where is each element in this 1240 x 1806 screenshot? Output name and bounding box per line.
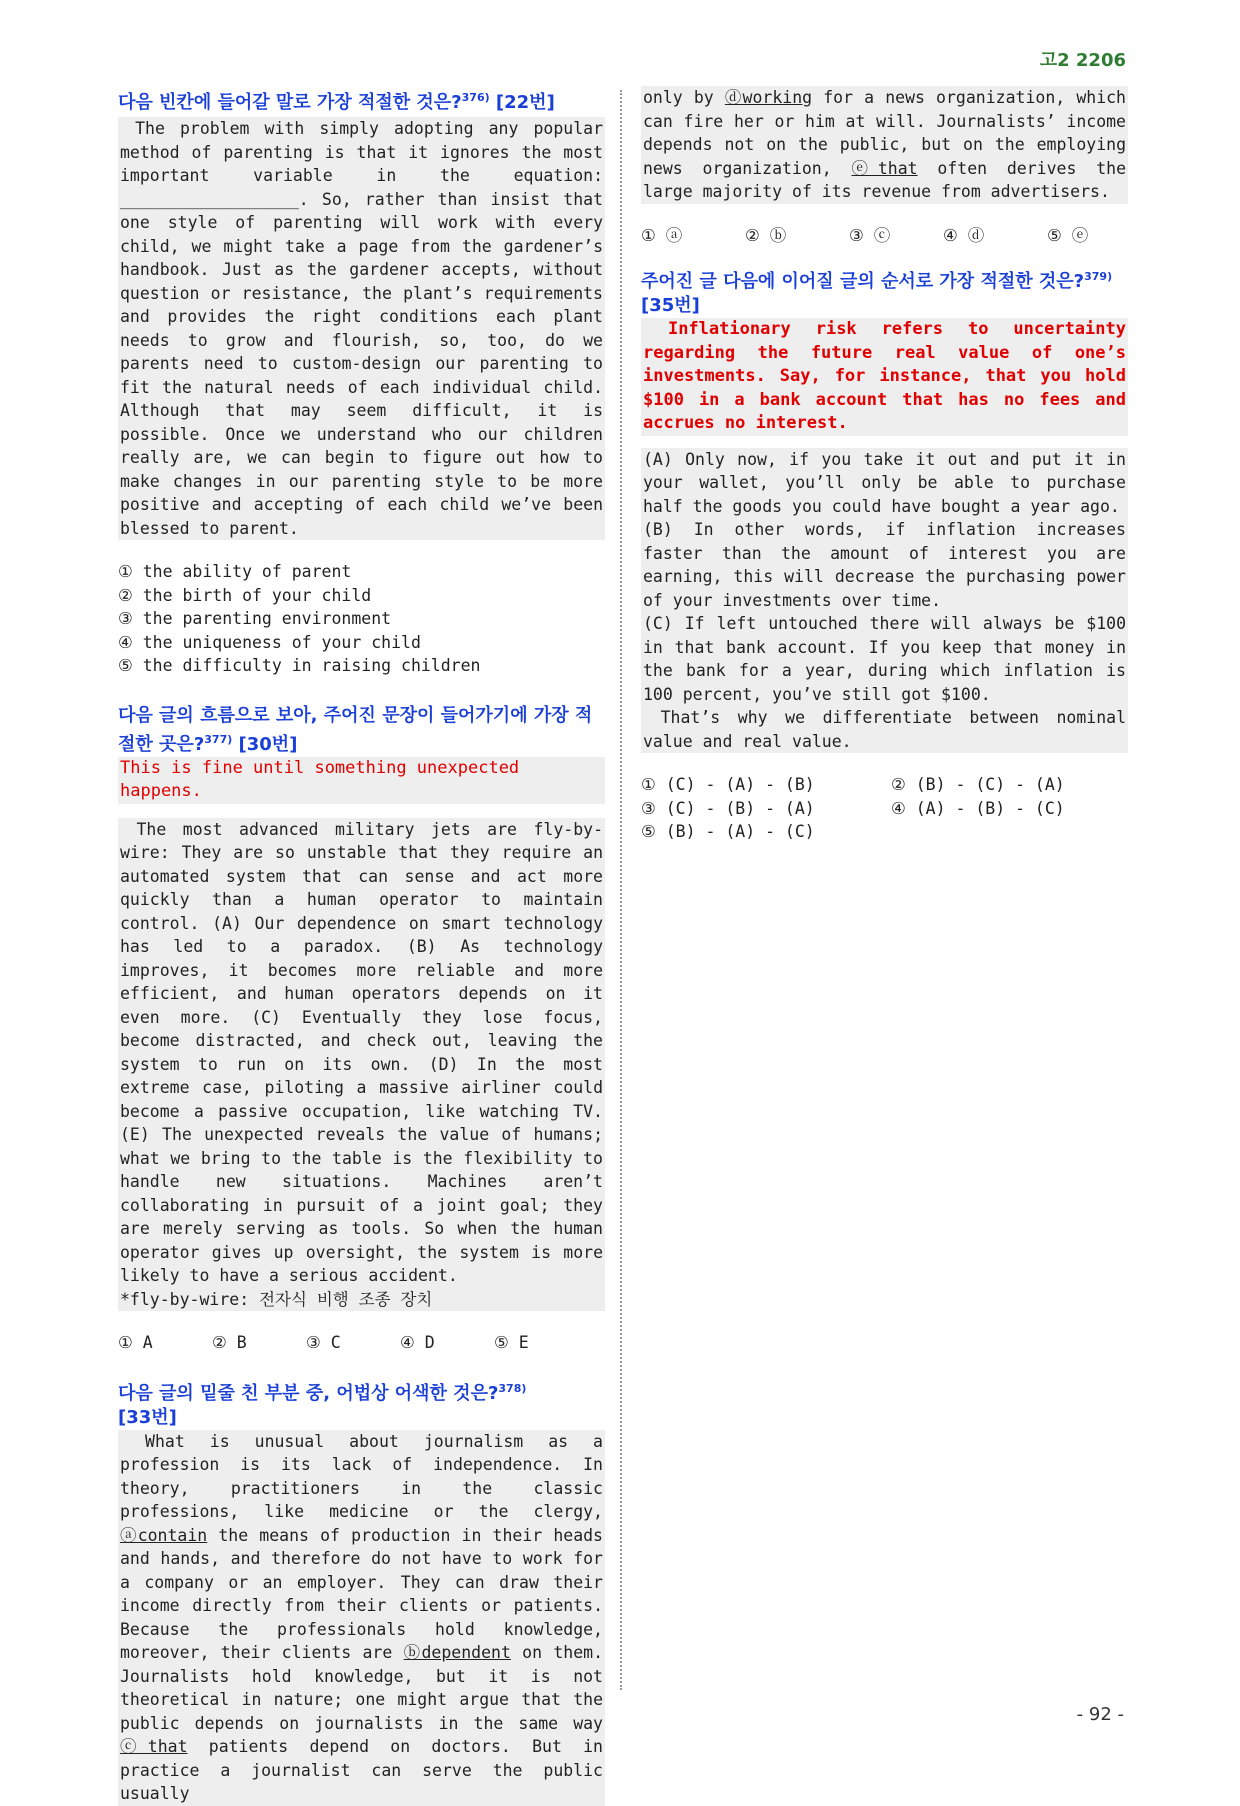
q378-underline-d: ⓓworking xyxy=(724,88,813,107)
page-number: - 92 - xyxy=(1076,1704,1124,1725)
q377-given-sentence: This is fine until something unexpected happens. xyxy=(118,757,605,804)
q378-option-2[interactable]: ② ⓑ xyxy=(745,225,787,245)
q376-option-2[interactable]: ② the birth of your child xyxy=(118,585,372,605)
question-378-title xyxy=(118,1377,605,1430)
right-column xyxy=(641,86,1128,844)
q378-options xyxy=(641,224,1128,248)
q378-text-1: What is unusual about journalism as a profession is its lack of independence. In theory, practitioners in the classic professions, like medicine or the clergy, xyxy=(120,1431,603,1521)
q376-passage xyxy=(118,117,605,540)
q379-paragraph-a: (A) Only now, if you take it out and put it in your wallet, you’ll only be able to purchase half the goods you could have bought a year ago. xyxy=(643,449,1126,516)
q378-underline-c: ⓒthat xyxy=(120,1737,188,1756)
q377-option-5[interactable]: ⑤ E xyxy=(494,1333,529,1352)
q376-option-5[interactable]: ⑤ the difficulty in raising children xyxy=(118,656,481,675)
q378-text-5: only by xyxy=(643,88,725,107)
q377-options xyxy=(118,1331,605,1355)
q378-option-3[interactable]: ③ ⓒ xyxy=(849,225,891,245)
q379-paragraph-b: (B) In other words, if inflation increases faster than the amount of interest you are earning, this will decrease the purchasing power of your investments over time. xyxy=(643,520,1126,610)
q377-option-3[interactable]: ③ C xyxy=(306,1333,341,1352)
q378-option-4[interactable]: ④ ⓓ xyxy=(943,225,985,245)
q377-number: 377) xyxy=(204,732,233,746)
q379-given-text: Inflationary risk refers to uncertainty regarding the future real value of one’s investments. Say, for instance, that you hold $100 in a bank account that has no fees and accrues no interest. xyxy=(643,319,1126,433)
q378-tag: [33번] xyxy=(118,1406,177,1428)
q379-closing-line: That’s why we differentiate between nominal value and real value. xyxy=(643,708,1127,751)
q378-text-4: patients depend on doctors. But in practice a journalist can serve the public usually xyxy=(120,1737,603,1803)
q376-number: 376) xyxy=(461,91,490,104)
q378-text-7: often derives the large majority of its revenue from advertisers. xyxy=(643,158,1126,201)
q376-option-1[interactable]: ① the ability of parent xyxy=(118,562,352,581)
question-376-title xyxy=(118,86,605,115)
q377-option-1[interactable]: ① A xyxy=(118,1333,153,1352)
q377-option-2[interactable]: ② B xyxy=(212,1333,247,1352)
q377-tag: [30번] xyxy=(232,733,298,755)
q378-option-1[interactable]: ① ⓐ xyxy=(641,225,683,245)
q378-text-2: the means of production in their heads and hands, and therefore do not have to work for a company or an employer. They can draw their income directly from their clients or patients. Because the professionals hold knowledge, moreover, their clients are xyxy=(120,1525,603,1662)
q376-tag: [22번] xyxy=(489,92,555,113)
q378-underline-b: ⓑdependent xyxy=(403,1643,511,1662)
column-divider xyxy=(620,90,622,1690)
q378-number: 378) xyxy=(498,1381,527,1395)
q376-title-text: 다음 빈칸에 들어갈 말로 가장 적절한 것은? xyxy=(118,92,462,113)
q379-options xyxy=(641,773,1128,844)
q379-option-3[interactable]: ③ (C) - (B) - (A) xyxy=(641,798,815,818)
q378-text-6: for a news organization, which can fire her or him at will. Journalists’ income depends not on the public, but on the employing news organization, xyxy=(643,88,1126,178)
q379-option-5[interactable]: ⑤ (B) - (A) - (C) xyxy=(641,822,815,841)
q377-title-text: 다음 글의 흐름으로 보아, 주어진 문장이 들어가기에 가장 적절한 곳은? xyxy=(118,704,593,755)
q377-footnote: *fly-by-wire: 전자식 비행 조종 장치 xyxy=(120,1289,433,1309)
q379-passage xyxy=(641,448,1128,754)
q378-underline-a: ⓐcontain xyxy=(120,1525,208,1545)
question-377-title xyxy=(118,704,605,757)
q378-passage-part2 xyxy=(641,86,1128,204)
q377-passage xyxy=(118,818,605,1312)
q376-option-4[interactable]: ④ the uniqueness of your child xyxy=(118,632,421,652)
q378-passage-part1 xyxy=(118,1430,605,1806)
q378-option-5[interactable]: ⑤ ⓔ xyxy=(1047,225,1089,245)
q378-underline-e: ⓔthat xyxy=(851,158,918,178)
question-379-title xyxy=(641,265,1128,318)
q379-title-text: 주어진 글 다음에 이어질 글의 순서로 가장 적절한 것은? xyxy=(641,271,1085,292)
q377-passage-text: The most advanced military jets are fly-by-wire: They are so unstable that they require an automated system that can sense and act more quickly than a human operator to maintain control. (A) Our dependence on smart technology has led to a paradox. (B) As technology improves, it becomes more reliable and more efficient, and human operators depends on it even more. (C) Eventually they lose focus, become distracted, and check out, leaving the system to run on its own. (D) In the most extreme case, piloting a massive airliner could become a passive occupation, like watching TV. (E) The unexpected reveals the value of humans; what we bring to the table is the flexibility to handle new situations. Machines aren’t collaborating in pursuit of a joint goal; they are merely serving as tools. So when the human operator gives up oversight, the system is more likely to have a serious accident. xyxy=(120,819,604,1285)
q376-options xyxy=(118,560,605,678)
q378-title-text: 다음 글의 밑줄 친 부분 중, 어법상 어색한 것은? xyxy=(118,1382,499,1404)
q376-passage-text: The problem with simply adopting any popular method of parenting is that it ignores the most important variable in the equation: __________________. So, rather than insist that one style of parenting will work with every child, we might take a page from the gardener’s handbook. Just as the gardener accepts, without question or resistance, the plant’s requirements and provides the right conditions each plant needs to grow and flourish, so, too, do we parents need to custom-design our parenting to fit the natural needs of each individual child. Although that may seem difficult, it is possible. Once we understand who our children really are, we can begin to figure out how to make changes in our parenting style to be more positive and accepting of each child we’ve been blessed to parent. xyxy=(120,119,603,538)
q379-given-passage xyxy=(641,318,1128,436)
q379-tag: [35번] xyxy=(641,295,700,316)
q379-paragraph-c: (C) If left untouched there will always be $100 in that bank account. If you keep that money in the bank for a year, during which inflation is 100 percent, you’ve still got $100. xyxy=(643,614,1126,704)
left-column xyxy=(118,86,605,1806)
exam-code: 고2 2206 xyxy=(1039,50,1126,71)
q377-option-4[interactable]: ④ D xyxy=(400,1333,435,1352)
q376-option-3[interactable]: ③ the parenting environment xyxy=(118,609,392,628)
q379-number: 379) xyxy=(1084,270,1113,283)
q379-option-1[interactable]: ① (C) - (A) - (B) xyxy=(641,775,815,794)
q379-option-2[interactable]: ② (B) - (C) - (A) xyxy=(891,775,1065,794)
q378-text-3: on them. Journalists hold knowledge, but it is not theoretical in nature; one might argue that the public depends on journalists in the same way xyxy=(120,1643,604,1733)
q379-option-4[interactable]: ④ (A) - (B) - (C) xyxy=(891,798,1065,818)
